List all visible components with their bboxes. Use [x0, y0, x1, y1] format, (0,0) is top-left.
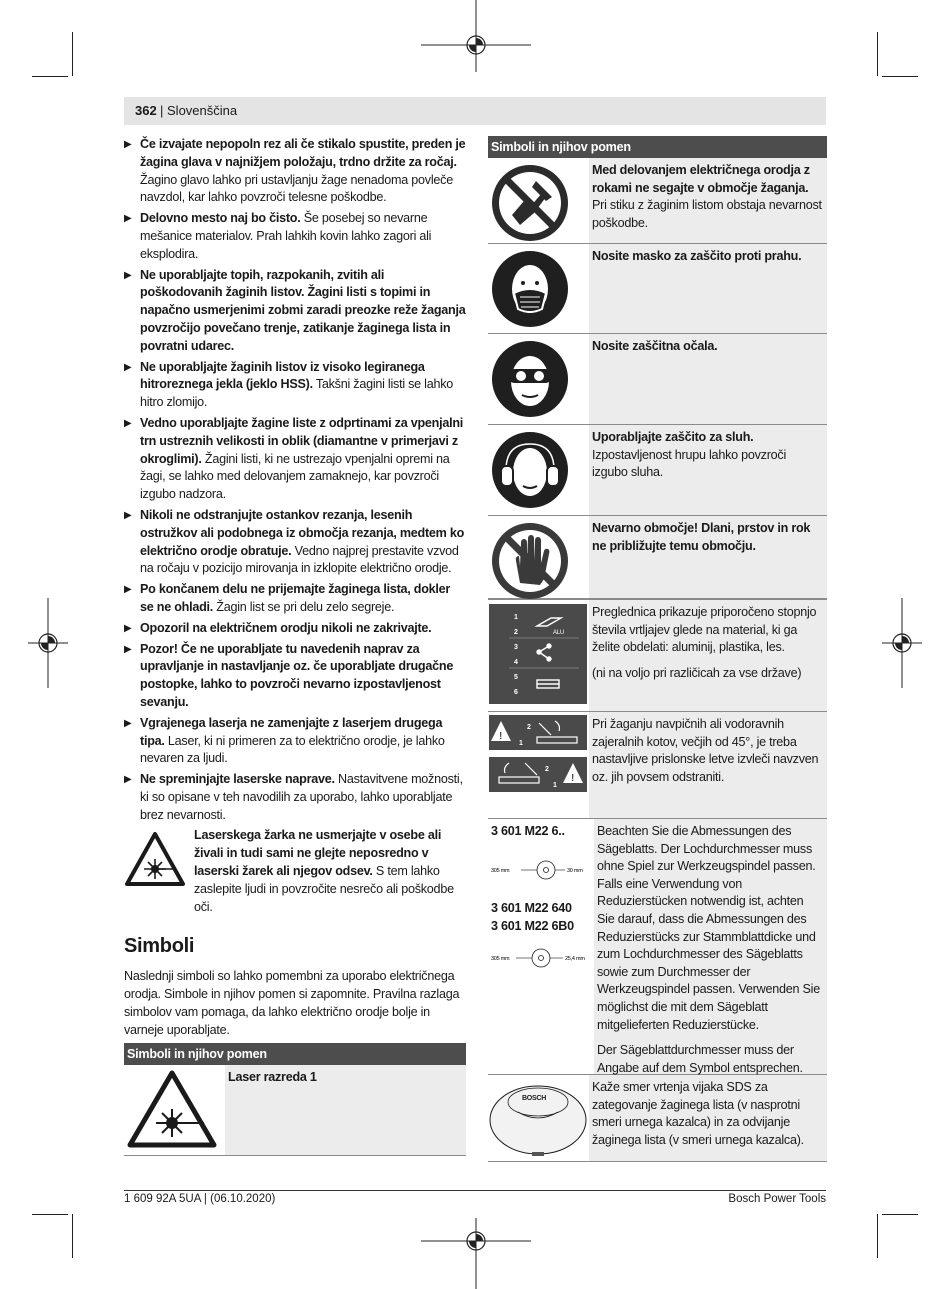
list-item: ▶ Opozoril na električnem orodju nikoli ne zakrivajte. [124, 620, 432, 635]
svg-text:305 mm: 305 mm [491, 867, 510, 874]
registration-mark-left [28, 598, 68, 688]
speed-1: 1 [514, 614, 518, 621]
crop-mark [882, 76, 918, 77]
speed-description: Preglednica prikazuje priporočeno stopnjo števila vrtljajev glede na material, ki ga želite obdelati: aluminij, plastika, les. [592, 605, 817, 655]
section-heading: Simboli [124, 935, 195, 958]
svg-text:1: 1 [553, 782, 557, 789]
left-column [124, 136, 466, 1156]
table-row: Nosite zaščitna očala. [488, 334, 827, 425]
list-item: ▶ Vedno uporabljajte žagine liste z odprtinami za vpenjalni trn ustreznih velikosti in oblik (diamantne v primerjavi z okroglimi). Žagini listi, ki ne ustrezajo vpenjalni opremi na žagi, se lahko med delovanjem zamaknejo, kar povzroči izgubo nadzora. [124, 415, 464, 502]
table-header: Simboli in njihov pomen [488, 136, 827, 158]
table-row [124, 1065, 466, 1156]
svg-text:30 mm: 30 mm [567, 867, 583, 874]
table-row: Nevarno območje! Dlani, prstov in rok ne približujte temu območju. [488, 516, 827, 599]
table-row [488, 599, 827, 712]
crop-mark [72, 1214, 73, 1258]
crop-mark [32, 1214, 68, 1215]
laser-class-1-icon [124, 1069, 220, 1149]
alu-label: ALU [553, 630, 564, 636]
page-number: 362 [135, 103, 157, 118]
no-hand-icon [490, 521, 570, 601]
svg-text:!: ! [499, 731, 503, 742]
registration-mark-right [882, 598, 922, 688]
crop-mark [877, 1214, 878, 1258]
dust-mask-icon [490, 249, 570, 329]
registration-mark-top [421, 0, 531, 90]
svg-text:2: 2 [545, 766, 549, 773]
crop-mark [877, 32, 878, 76]
blade-code-2: 3 601 M22 640 [491, 901, 572, 916]
registration-mark-bottom [421, 1200, 531, 1289]
laser-warning-icon [124, 831, 186, 887]
safety-goggles-icon [490, 339, 570, 419]
svg-text:!: ! [571, 773, 575, 784]
crop-mark [882, 1214, 918, 1215]
laser-class-label: Laser razreda 1 [228, 1070, 317, 1085]
table-row: Nosite masko za zaščito proti prahu. [488, 244, 827, 334]
page-header [124, 97, 826, 125]
speed-6: 6 [514, 689, 518, 696]
speed-2: 2 [514, 629, 518, 636]
list-item: ▶ Delovno mesto naj bo čisto. Še posebej so nevarne mešanice materialov. Prah lahkih kovin lahko zagori ali eksplodira. [124, 211, 432, 261]
blade-description: Beachten Sie die Abmessungen des Sägeblatts. Der Lochdurchmesser muss ohne Spiel zur Werkzeugspindel passen. Falls eine Verwendung von Reduzierstücken notwendig ist, achten Sie darauf, dass die Abmessungen des Reduzierstücks zur Stammblattdicke und zum Lochdurchmesser des Sägeblatts sowie zum Durchmesser der Werkzeugspindel passen. Verwenden Sie möglichst die mit dem Sägeblatt mitgelieferten Reduzierstücke. [597, 824, 820, 1032]
crop-mark [72, 32, 73, 76]
laser-warning: Laserskega žarka ne usmerjajte v osebe ali živali in tudi sami ne glejte neposredno v laserski žarek ali njegov odsev. S tem lahko zaslepite ljudi in povzročite nesrečo ali poškodbe oči. [124, 827, 466, 916]
sds-screw-icon [488, 1078, 588, 1158]
list-item: ▶ Vgrajenega laserja ne zamenjajte z laserjem drugega tipa. Laser, ki ni primeren za to električno orodje, je lahko nevaren za ljudi. [124, 715, 445, 766]
sds-description: Kaže smer vrtenja vijaka SDS za zategovanje žaginega lista (v nasprotni smeri urnega kazalca) in za odvijanje žaginega lista (v smeri urnega kazalca). [589, 1075, 827, 1161]
page-footer [124, 1190, 826, 1205]
table-row: Med delovanjem električnega orodja z rokami ne segajte v območje žaganja. Pri stiku z žaginim listom obstaja nevarnost poškodbe. [488, 158, 827, 244]
speed-availability-note: (ni na voljo pri različicah za vse države) [592, 665, 802, 680]
list-item: ▶ Ne spreminjajte laserske naprave. Nastavitvene možnosti, ki so opisane v teh navodilih za uporabo, lahko uporabljate brez nevarnosti. [124, 772, 463, 822]
speed-4: 4 [514, 659, 518, 666]
table-row [488, 1075, 827, 1162]
table-header: Simboli in njihov pomen [124, 1043, 466, 1065]
list-item: ▶ Pozor! Če ne uporabljate tu navedenih naprav za upravljanje in nastavljanje oz. če uporabljate drugačne postopke, lahko to povzroči nevarno izpostavljenost sevanju. [124, 641, 454, 709]
bevel-fence-icon [489, 715, 587, 793]
list-item: ▶ Nikoli ne odstranjujte ostankov rezanja, lesenih ostružkov ali podobnega iz območja rezanja, medtem ko električno orodje obratuje. Vedno najprej prestavite vzvod na ročaju v pozicijo mirovanja in izklopite električno orodje. [124, 507, 465, 576]
blade-code-1: 3 601 M22 6.. [491, 824, 565, 838]
document-number: 1 609 92A 5UA | (06.10.2020) [124, 1193, 276, 1205]
brand-label: BOSCH [522, 1095, 547, 1102]
svg-text:1: 1 [519, 740, 523, 747]
blade-code-3: 3 601 M22 6B0 [491, 918, 574, 933]
speed-5: 5 [514, 674, 518, 681]
svg-text:305 mm: 305 mm [491, 956, 510, 963]
crop-mark [32, 76, 68, 77]
list-item: ▶ Če izvajate nepopoln rez ali če stikalo spustite, preden je žagina glava v najnižjem položaju, trdno držite za ročaj. Žagino glavo lahko pri ustavljanju žage nenadoma povleče navzdol, kar lahko povzroči telesne poškodbe. [124, 137, 466, 205]
table-row [488, 819, 827, 1075]
publisher: Bosch Power Tools [728, 1193, 826, 1205]
bevel-description: Pri žaganju navpičnih ali vodoravnih zajeralnih kotov, večjih od 45°, je treba nastavljive prislonske letve izvleči navzven oz. jih povsem odstraniti. [589, 712, 827, 818]
table-row [488, 712, 827, 819]
no-hands-in-saw-icon [490, 163, 570, 243]
list-item: ▶ Po končanem delu ne prijemajte žaginega lista, dokler se ne ohladi. Žagin list se pri delu zelo segreje. [124, 582, 451, 614]
ear-protection-icon [490, 430, 570, 510]
speed-table-icon [489, 604, 587, 704]
svg-text:2: 2 [527, 724, 531, 731]
header-language: | Slovenščina [160, 103, 238, 118]
blade-diameter-note: Der Sägeblattdurchmesser muss der Angabe auf dem Symbol entsprechen. [597, 1043, 803, 1075]
table-row: Uporabljajte zaščito za sluh. Izpostavljenost hrupu lahko povzroči izgubo sluha. [488, 425, 827, 516]
blade-diameter-icon [491, 859, 587, 881]
list-item: ▶ Ne uporabljajte žaginih listov iz visoko legiranega hitroreznega jekla (jeklo HSS). Takšni žagini listi se lahko hitro zlomijo. [124, 359, 454, 410]
blade-diameter-icon [491, 947, 587, 969]
speed-3: 3 [514, 644, 518, 651]
list-item: ▶ Ne uporabljajte topih, razpokanih, zvitih ali poškodovanih žaginih listov. Žagini listi s topimi in napačno usmerjenimi zobmi zaradi preozke reže žaganja povzročijo povečano trenje, zatikanje žaginega lista in povratni udarec. [124, 267, 466, 353]
section-intro: Naslednji simboli so lahko pomembni za uporabo električnega orodja. Simbole in njihov pomen si zapomnite. Pravilna razlaga simbolov vam pomaga, da lahko električno orodje bolje in varneje uporabljate. [124, 969, 460, 1037]
right-column [488, 136, 827, 1162]
svg-text:25,4 mm: 25,4 mm [565, 956, 585, 963]
